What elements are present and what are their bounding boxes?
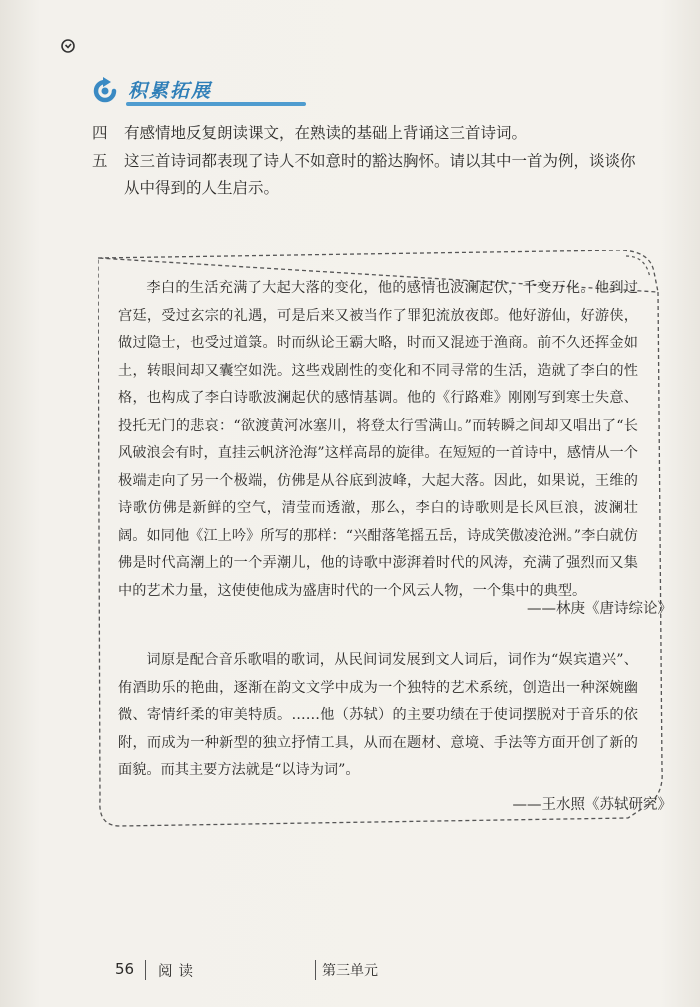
clock-icon: [60, 38, 76, 54]
reading-source-2: ——王水照《苏轼研究》: [512, 797, 672, 813]
footer-section: 阅读: [158, 964, 199, 980]
page-footer: [0, 958, 700, 988]
section-header: [90, 74, 250, 110]
question-text: 有感情地反复朗读课文，在熟读的基础上背诵这三首诗词。: [124, 124, 528, 142]
reading-source-1: ——林庚《唐诗综论》: [527, 601, 672, 617]
footer-divider: [315, 960, 316, 980]
footer-unit: 第三单元: [322, 963, 378, 979]
question-number: 五: [92, 152, 108, 170]
question-number: 四: [92, 124, 108, 142]
footer-divider: [145, 960, 146, 980]
reading-paragraph-1: 李白的生活充满了大起大落的变化，他的感情也波澜起伏，千变万化。他到过宫廷，受过玄宗的礼遇，可是后来又被当作了罪犯流放夜郎。他好游仙，好游侠，做过隐士，也受过道箓。时而纵论王霸大略，时而又混迹于渔商。前不久还挥金如土，转眼间却又囊空如洗。这些戏剧性的变化和不同寻常的生活，造就了李白的性格，也构成了李白诗歌波澜起伏的感情基调。他的《行路难》刚刚写到寒士失意、投托无门的悲哀：“欲渡黄河冰塞川，将登太行雪满山。”而转瞬之间却又唱出了“长风破浪会有时，直挂云帆济沧海”这样高昂的旋律。在短短的一首诗中，感情从一个极端走向了另一个极端，仿佛是从谷底到波峰，大起大落。因此，如果说，王维的诗歌仿佛是新鲜的空气，清莹而透澈，那么，李白的诗歌则是长风巨浪，波澜壮阔。如同他《江上吟》所写的那样：“兴酣落笔摇五岳，诗成笑傲凌沧洲。”李白就仿佛是时代高潮上的一个弄潮儿，他的诗歌中澎湃着时代的风涛，充满了强烈而又集中的艺术力量，这使使他成为盛唐时代的一个风云人物，一个集中的典型。: [118, 280, 638, 599]
reading-paragraph-2: 词原是配合音乐歌唱的歌词，从民间词发展到文人词后，词作为“娱宾遣兴”、侑酒助乐的艳曲，逐渐在韵文文学中成为一个独特的艺术系统，创造出一种深婉幽微、寄情纤柔的审美特质。……他（苏轼）的主要功绩在于使词摆脱对于音乐的依附，而成为一种新型的独立抒情工具，从而在题材、意境、手法等方面开创了新的面貌。而其主要方法就是“以诗为词”。: [118, 652, 638, 778]
page-number: 56: [115, 960, 135, 978]
section-underline: [126, 102, 306, 106]
section-title: 积累拓展: [128, 80, 213, 102]
question-text: 这三首诗词都表现了诗人不如意时的豁达胸怀。请以其中一首为例，谈谈你从中得到的人生启示。: [124, 152, 636, 197]
refresh-arrow-icon: [90, 76, 120, 106]
